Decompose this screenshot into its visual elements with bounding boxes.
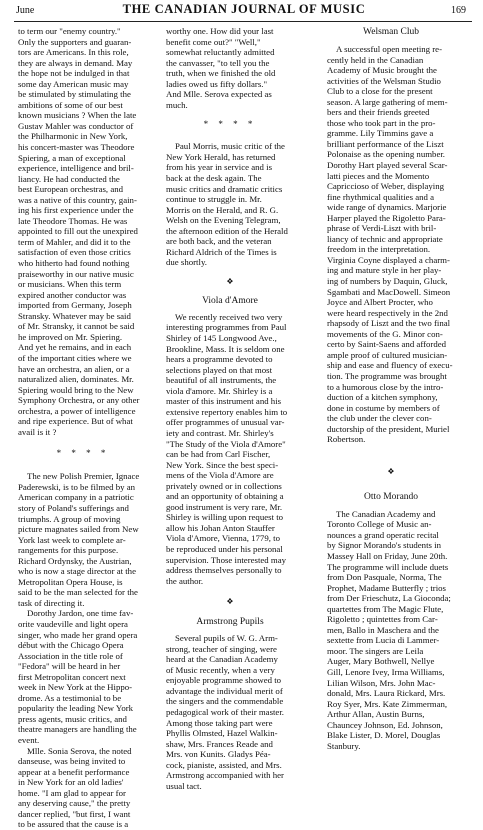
text-line: heard at the Canadian Academy: [166, 654, 278, 665]
text-line: donald, Mrs. Laura Rickard, Mrs.: [327, 688, 446, 699]
text-line: some day American music may: [18, 78, 129, 89]
text-line: in New York for an old ladies': [18, 777, 124, 788]
text-line: certo by Saint-Saens and afforded: [327, 339, 447, 350]
text-line: home. "I am glad to appear for: [18, 787, 126, 798]
text-line: master of this instrument and his: [166, 396, 282, 407]
ornament-divider: ❖: [226, 276, 234, 286]
text-line: Blake Lister, D. Morel, Douglas: [327, 730, 441, 741]
text-line: of Music recently, when a very: [166, 664, 275, 675]
heading-armstrong-pupils: Armstrong Pupils: [196, 617, 264, 628]
text-line: of the important cities where we: [18, 352, 132, 363]
article-american-music: [18, 26, 148, 437]
text-line: from Der Frieschutz, La Gioconda;: [327, 593, 451, 604]
text-line: Massey Hall on Friday, June 20th.: [327, 550, 448, 561]
text-line: from his year in service and is: [166, 162, 273, 173]
column-left: [18, 26, 148, 830]
text-line: And Mlle. Serova expected as: [166, 89, 272, 100]
text-line: to a humorous close by the intro-: [327, 381, 444, 392]
text-line: the Philharmonic in New York,: [18, 131, 128, 142]
text-line: The new Polish Premier, Ignace: [27, 471, 140, 482]
text-line: truth, when we finished the old: [166, 68, 276, 79]
text-line: quartettes from The Magic Flute,: [327, 603, 444, 614]
text-line: singer, who made her grand opera: [18, 629, 138, 640]
text-line: back at the desk again. The: [166, 173, 262, 184]
text-line: term of Mahler, and did it to the: [18, 236, 131, 247]
section-separator-stars: * * * *: [56, 448, 110, 459]
text-line: New York Herald, has returned: [166, 151, 276, 162]
text-line: ing and mature style in her play-: [327, 265, 442, 276]
text-line: moor. The singers are Leila: [327, 645, 424, 656]
text-line: fine rhythmical qualities and a: [327, 191, 434, 202]
text-line: danseuse, was being invited to: [18, 756, 126, 767]
text-line: rhapsody of Liszt and the two final: [327, 318, 451, 329]
text-line: Spiering, a man of exceptional: [18, 152, 126, 163]
text-line: task of directing it.: [18, 597, 85, 608]
text-line: was a native of this country, gain-: [18, 194, 137, 205]
text-line: the hope not be indulged in that: [18, 68, 130, 79]
article-armstrong-pupils: [166, 633, 294, 791]
text-line: avail is it ?: [18, 426, 57, 437]
text-line: story of Poland's sufferings and: [18, 502, 129, 513]
text-line: Academy of Music brought the: [327, 65, 437, 76]
text-line: ship and ease and fluency of execu-: [327, 360, 453, 371]
text-line: Gustav Mahler was conductor of: [18, 120, 134, 131]
text-line: liancy of technic and appropriate: [327, 233, 443, 244]
text-line: Several pupils of W. G. Arm-: [175, 633, 278, 644]
text-line: latti pieces and the Momento: [327, 170, 430, 181]
text-line: who is now a stage director at the: [18, 566, 136, 577]
text-line: phrase of Verdi-Liszt with bril-: [327, 223, 437, 234]
text-line: were heard respectively in the 2nd: [327, 307, 448, 318]
text-line: best European orchestras, and: [18, 184, 124, 195]
text-line: "The Study of the Viola d'Amore": [166, 438, 286, 449]
text-line: and ripe experience. But of what: [18, 416, 133, 427]
text-line: Morris on the Herald, and R. G.: [166, 204, 279, 215]
text-line: appear at a benefit performance: [18, 766, 130, 777]
text-line: York last week to complete ar-: [18, 534, 126, 545]
text-line: theatre managers are handling the: [18, 724, 137, 735]
text-line: naturalized alien, dominates. Mr.: [18, 374, 134, 385]
text-line: Symphony Orchestra, or any other: [18, 395, 140, 406]
article-serova-end: [166, 26, 294, 110]
text-line: Club to a close for the present: [327, 86, 433, 97]
heading-otto-morando: Otto Morando: [363, 491, 419, 502]
text-line: Sgambati and MacDowell. Simeon: [327, 286, 451, 297]
text-line: Brookline, Mass. It is seldom one: [166, 343, 285, 354]
text-line: be reproduced under his personal: [166, 543, 283, 554]
text-line: much.: [166, 99, 188, 110]
text-line: freedom in the interpretation.: [327, 244, 431, 255]
text-line: enjoyable programme showed to: [166, 675, 282, 686]
text-line: Metropolitan Opera House, is: [18, 576, 123, 587]
text-line: press agents, music critics, and: [18, 713, 127, 724]
text-line: somewhat reluctantly admitted: [166, 47, 275, 58]
text-line: expired another conductor was: [18, 289, 127, 300]
heading-viola-damore: Viola d'Amore: [202, 295, 258, 306]
text-line: liancy. He had conducted the: [18, 173, 120, 184]
text-line: drome. As a testimonial to be: [18, 692, 122, 703]
text-line: mens of the Viola d'Amore are: [166, 470, 274, 481]
text-line: strong, teacher of singing, were: [166, 643, 277, 654]
page-number: 169: [451, 5, 466, 16]
text-line: appointed to fill out the unexpired: [18, 226, 138, 237]
text-line: Roy Syer, Mrs. Kate Zimmerman,: [327, 698, 448, 709]
text-line: nounces a grand operatic recital: [327, 529, 439, 540]
text-line: event.: [18, 735, 40, 745]
text-line: Robertson.: [327, 434, 366, 445]
text-line: have an orchestra, an alien, or a: [18, 363, 130, 374]
text-line: who hitherto had found nothing: [18, 258, 130, 269]
text-line: the author.: [166, 575, 204, 586]
text-line: Joyce and Albert Procter, who: [327, 297, 433, 308]
text-line: "Fedora" will be heard in her: [18, 661, 121, 672]
text-line: worthy one. How did your last: [166, 26, 274, 36]
text-line: Stanbury.: [327, 740, 361, 751]
text-line: are both back, and the veteran: [166, 236, 272, 247]
text-line: Auger, Mary Bothwell, Nellye: [327, 656, 435, 667]
text-line: tors are Americans. In this role,: [18, 47, 129, 58]
text-line: Capriccioso of Weber, displaying: [327, 181, 445, 192]
text-line: they are always in demand. May: [18, 57, 133, 68]
text-line: ample proof of cultured musician-: [327, 349, 448, 360]
text-line: pedagogical work of their master.: [166, 706, 284, 717]
header-rule: [14, 21, 472, 22]
text-line: triumphs. A group of moving: [18, 513, 121, 524]
ornament-divider: ❖: [226, 597, 234, 607]
text-line: cently held in the Canadian: [327, 54, 424, 65]
text-line: hears a programme devoted to: [166, 354, 273, 365]
text-line: late Theodore Thomas. He was: [18, 215, 128, 226]
text-line: Toronto College of Music an-: [327, 519, 432, 530]
text-line: The Canadian Academy and: [336, 508, 436, 519]
text-line: cock, pianiste, assisted, and Mrs.: [166, 759, 282, 770]
text-line: And yet he remains, and in each: [18, 342, 132, 353]
text-line: Viola d'Amore, Vienna, 1779, to: [166, 533, 280, 544]
article-paderewski-news: [18, 471, 148, 830]
article-otto-morando: [327, 509, 455, 752]
text-line: ambitions of some of our best: [18, 99, 123, 110]
text-line: Spiering would bring to the New: [18, 384, 134, 395]
text-line: ladies owed us fifty dollars.": [166, 78, 268, 89]
text-line: Chauncey Johnson, Ed. Johnson,: [327, 719, 443, 730]
text-line: those who took part in the pro-: [327, 117, 436, 128]
text-line: his concert-master was Theodore: [18, 142, 135, 153]
text-line: Among those taking part were: [166, 717, 273, 728]
text-line: Dorothy Hart played several Scar-: [327, 160, 448, 171]
text-line: first Metropolitan concert next: [18, 671, 126, 682]
text-line: movements of the G. Minor con-: [327, 328, 443, 339]
text-line: Richard Aldrich of the Times is: [166, 246, 277, 257]
text-line: Gill, Lenore Ivey, Irma Williams,: [327, 666, 445, 677]
text-line: the club under the clever con-: [327, 413, 432, 424]
text-line: début with the Chicago Opera: [18, 640, 124, 651]
text-line: extensive repertory enables him to: [166, 406, 288, 417]
text-line: Welsh on the Evening Telegram,: [166, 215, 281, 226]
text-line: he improved on Mr. Spiering.: [18, 331, 123, 342]
text-line: bers and their friends greeted: [327, 107, 430, 118]
text-line: A successful open meeting re-: [336, 44, 443, 54]
text-line: ing his first experience under the: [18, 205, 134, 216]
text-line: or musicians. When this term: [18, 279, 122, 290]
text-line: brilliant performance of the Liszt: [327, 138, 444, 149]
text-line: Phyllis Olmsted, Hazel Walkin-: [166, 728, 278, 739]
text-line: season. A large gathering of mem-: [327, 96, 448, 107]
text-line: experience, intelligence and bril-: [18, 163, 134, 174]
ornament-divider: ❖: [387, 466, 395, 476]
text-line: Rigoletto ; quintettes from Car-: [327, 614, 438, 625]
text-line: Only the supporters and guaran-: [18, 36, 132, 47]
text-line: to term our "enemy country.": [18, 26, 121, 36]
text-line: address themselves personally to: [166, 565, 282, 576]
text-line: Harper played the Rigoletto Para-: [327, 212, 446, 223]
text-line: allow his Johan Anton Stauffer: [166, 522, 275, 533]
text-line: Dorothy Jardon, one time fav-: [27, 608, 134, 619]
text-line: music critics and dramatic critics: [166, 183, 283, 194]
text-line: wide range of dynamics. Marjorie: [327, 202, 447, 213]
text-line: rangements for this purpose.: [18, 545, 119, 556]
text-line: by Signor Morando's students in: [327, 540, 441, 551]
column-middle: [166, 26, 294, 791]
text-line: benefit come out?" "Well,": [166, 36, 261, 47]
text-line: any deserving cause," the pretty: [18, 798, 131, 809]
text-line: done in costume by members of: [327, 402, 440, 413]
text-line: Paderewski, is to be filmed by an: [18, 481, 136, 492]
text-line: advantage the individual merit of: [166, 685, 283, 696]
text-line: Stransky. Whatever may be said: [18, 310, 131, 321]
text-line: good instrument is very rare, Mr.: [166, 501, 283, 512]
text-line: Paul Morris, music critic of the: [175, 141, 285, 152]
text-line: Shirley of 145 Longwood Ave.,: [166, 333, 277, 344]
text-line: privately owned or in collections: [166, 480, 282, 491]
text-line: be stimulated by stimulating the: [18, 89, 131, 100]
text-line: popularity the leading New York: [18, 703, 134, 714]
text-line: the singers and the commendable: [166, 696, 284, 707]
text-line: orite vaudeville and light opera: [18, 618, 128, 629]
text-line: dancer replied, "but first, I want: [18, 808, 131, 819]
text-line: sextette from Lucia di Lammer-: [327, 635, 440, 646]
journal-title: THE CANADIAN JOURNAL OF MUSIC: [122, 2, 366, 16]
text-line: Association in the title role of: [18, 650, 123, 661]
text-line: Polonaise as the opening number.: [327, 149, 446, 160]
text-line: gramme. Lily Timmins gave a: [327, 128, 434, 139]
text-line: Armstrong accompanied with her: [166, 770, 284, 781]
text-line: selections played on that most: [166, 364, 273, 375]
header-month: June: [16, 5, 35, 16]
text-line: can be had from Carl Fischer,: [166, 449, 271, 460]
text-line: interesting programmes from Paul: [166, 322, 287, 333]
text-line: the canvasser, "to tell you the: [166, 57, 270, 68]
text-line: duction of a kitchen symphony,: [327, 392, 438, 403]
text-line: ductorship of the president, Muriel: [327, 423, 450, 434]
text-line: to be assured that the cause is a: [18, 819, 129, 830]
column-right: [327, 26, 455, 754]
running-header: [16, 2, 472, 20]
article-paul-morris: [166, 141, 294, 268]
text-line: continue to struggle in. Mr.: [166, 194, 262, 205]
text-line: picture magnates sailed from New: [18, 524, 139, 535]
text-line: Arthur Allan, Austin Burns,: [327, 709, 425, 720]
text-line: The programme will include duets: [327, 561, 449, 572]
text-line: Mrs. von Kunits. Gladys Péa-: [166, 749, 271, 760]
text-line: New York. Since the best speci-: [166, 459, 279, 470]
text-line: beautiful of all instruments, the: [166, 375, 277, 386]
text-line: Mlle. Sonia Serova, the noted: [27, 745, 132, 756]
text-line: week in New York at the Hippo-: [18, 682, 133, 693]
text-line: We recently received two very: [175, 311, 283, 322]
text-line: supervision. Those interested may: [166, 554, 287, 565]
text-line: viola d'amore. Mr. Shirley is a: [166, 385, 273, 396]
text-line: praiseworthy in our native music: [18, 268, 134, 279]
text-line: due shortly.: [166, 257, 207, 268]
text-line: said to be the man selected for the: [18, 587, 138, 598]
text-line: Virginia Coyne displayed a charm-: [327, 254, 450, 265]
text-line: the afternoon edition of the Herald: [166, 225, 288, 236]
text-line: men, Ballo in Maschera and the: [327, 624, 439, 635]
text-line: from Don Pasquale, Norma, The: [327, 572, 442, 583]
text-line: Lilian Wilson, Mrs. John Mac-: [327, 677, 436, 688]
text-line: known musicians ? When the late: [18, 110, 137, 121]
text-line: activities of the Welsman Studio: [327, 75, 441, 86]
text-line: Richard Ordynsky, the Austrian,: [18, 555, 132, 566]
text-line: tion. The programme was brought: [327, 370, 447, 381]
article-welsman-club: [327, 44, 455, 445]
text-line: shaw, Mrs. Frances Reade and: [166, 738, 273, 749]
text-line: offer programmes of unusual var-: [166, 417, 285, 428]
text-line: iety and contrast. Mr. Shirley's: [166, 427, 274, 438]
text-line: satisfaction of even those critics: [18, 247, 131, 258]
section-separator-stars: * * * *: [203, 119, 257, 130]
text-line: imported from Germany, Joseph: [18, 300, 132, 311]
text-line: and an opportunity of obtaining a: [166, 491, 284, 502]
text-line: orchestra, a power of intelligence: [18, 405, 136, 416]
text-line: ing of numbers by Daquin, Gluck,: [327, 276, 448, 287]
text-line: American company in a patriotic: [18, 492, 134, 503]
text-line: Prophet, Madame Butterfly ; trios: [327, 582, 446, 593]
text-line: of Mr. Stransky, it cannot be said: [18, 321, 135, 332]
article-viola-damore: [166, 312, 294, 586]
text-line: Shirley is willing upon request to: [166, 512, 284, 523]
text-line: usual tact.: [166, 780, 202, 791]
heading-welsman-club: Welsman Club: [363, 27, 419, 37]
